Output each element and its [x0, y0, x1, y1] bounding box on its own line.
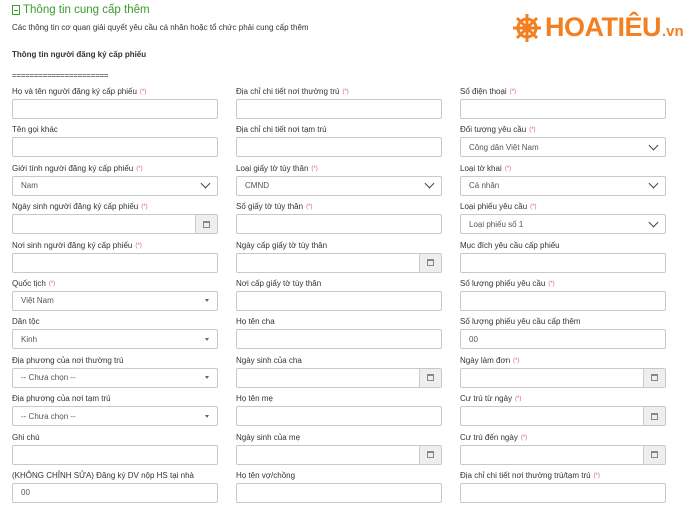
calendar-button[interactable] [419, 254, 441, 272]
field-label [460, 241, 666, 253]
field-label-text: Nơi cấp giấy tờ tùy thân [236, 278, 322, 288]
text-input[interactable] [236, 329, 442, 349]
field-value: Kinh [21, 334, 38, 344]
section-title [12, 4, 150, 16]
field-label-text: Cư trú đến ngày [460, 432, 518, 442]
field-label-text: Đối tượng yêu cầu [460, 125, 527, 135]
field-label-text: Số giấy tờ tùy thân [236, 202, 304, 212]
field-label-text: Nơi sinh người đăng ký cấp phiếu [12, 240, 133, 250]
required-mark: (*) [513, 357, 520, 364]
select-dropdown[interactable] [12, 176, 218, 196]
field-label-text: Ngày cấp giấy tờ tùy thân [236, 240, 328, 250]
field-label [236, 356, 442, 368]
field-label-text: Họ và tên người đăng ký cấp phiếu [12, 87, 137, 96]
calendar-icon [427, 374, 434, 381]
field-label-text: Dân tộc [12, 317, 40, 327]
separator-text: ====================== [12, 71, 109, 80]
field-label-text: Tên gọi khác [12, 125, 58, 135]
date-input[interactable] [460, 368, 666, 388]
field-value: Công dân Việt Nam [469, 142, 539, 152]
field-label [236, 241, 442, 253]
text-input[interactable] [460, 253, 666, 273]
text-input[interactable] [236, 99, 442, 119]
form-field [460, 471, 666, 509]
required-mark: (*) [135, 242, 142, 249]
field-label [460, 279, 666, 291]
field-label [12, 164, 218, 176]
required-mark: (*) [342, 89, 349, 95]
date-input[interactable] [236, 368, 442, 388]
field-label-text: Địa phương của nơi thường trú [12, 355, 124, 365]
form-field [236, 202, 442, 240]
date-input[interactable] [236, 445, 442, 465]
select-dropdown[interactable] [12, 329, 218, 349]
field-label-text: Loại tờ khai [460, 163, 502, 173]
form-field [236, 241, 442, 279]
form-field [236, 87, 442, 125]
select-dropdown[interactable] [460, 176, 666, 196]
logo-text: HOATIÊU [545, 12, 661, 42]
field-label [236, 164, 442, 176]
required-mark: (*) [136, 165, 143, 172]
field-label [460, 471, 666, 483]
date-input[interactable] [460, 445, 666, 465]
field-label [12, 433, 218, 445]
chevron-down-icon [425, 179, 435, 189]
form-field [236, 164, 442, 202]
calendar-button[interactable] [643, 369, 665, 387]
required-mark: (*) [530, 204, 537, 211]
required-mark: (*) [529, 127, 536, 134]
field-label [460, 202, 666, 214]
calendar-icon [427, 259, 434, 266]
text-input[interactable] [12, 445, 218, 465]
field-label-text: Ngày sinh của cha [236, 355, 302, 365]
form-field [12, 125, 218, 163]
required-mark: (*) [520, 434, 528, 441]
field-label [12, 471, 218, 483]
form-field [12, 471, 218, 509]
field-value: -- Chưa chọn -- [21, 411, 76, 421]
form-field [236, 356, 442, 394]
calendar-button[interactable] [643, 407, 665, 425]
field-label-text: Ngày sinh của mẹ [236, 432, 301, 442]
text-input[interactable] [12, 137, 218, 157]
field-label [460, 356, 666, 368]
field-label [236, 279, 442, 291]
text-input[interactable] [236, 137, 442, 157]
required-mark: (*) [509, 89, 517, 95]
field-label [236, 471, 442, 483]
form-field [236, 279, 442, 317]
field-label [460, 394, 666, 406]
text-input[interactable] [12, 483, 218, 503]
field-label [12, 202, 218, 214]
field-label-text: Ghi chú [12, 432, 40, 442]
field-label [236, 317, 442, 329]
form-field [236, 471, 442, 509]
field-label-text: (KHÔNG CHỈNH SỬA) Đăng ký DV nộp HS tại nhà [12, 470, 194, 480]
required-mark: (*) [548, 280, 555, 287]
field-label [460, 317, 666, 329]
form-field [460, 164, 666, 202]
field-label-text: Cư trú từ ngày [460, 394, 513, 404]
form-field [460, 394, 666, 432]
field-label [236, 394, 442, 406]
field-label-text: Họ tên vợ/chồng [236, 470, 296, 480]
form-field [12, 202, 218, 240]
field-label [460, 164, 666, 176]
text-input[interactable] [12, 253, 218, 273]
field-label [236, 433, 442, 445]
field-value: Việt Nam [21, 296, 54, 306]
field-label-text: Địa chỉ chi tiết nơi thường trú/tạm trú [460, 470, 591, 480]
field-value: 00 [21, 488, 30, 498]
field-value: Loại phiếu số 1 [469, 219, 524, 229]
chevron-down-icon [201, 179, 211, 189]
field-label-text: Số điện thoại [460, 87, 507, 96]
required-mark: (*) [139, 89, 147, 95]
field-value: Nam [21, 181, 38, 191]
field-label-text: Loại giấy tờ tùy thân [236, 163, 309, 173]
required-mark: (*) [515, 396, 522, 403]
field-label [12, 125, 218, 137]
text-input[interactable] [460, 291, 666, 311]
field-label-text: Số lượng phiếu yêu cầu [460, 278, 546, 288]
form-field [236, 125, 442, 163]
form-field [460, 317, 666, 355]
form-field [236, 433, 442, 471]
caret-down-icon [205, 415, 209, 418]
field-label-text: Địa phương của nơi tạm trú [12, 394, 111, 404]
form-field [460, 202, 666, 240]
form-field [460, 356, 666, 394]
field-label-text: Họ tên mẹ [236, 394, 273, 404]
field-label-text: Quốc tịch [12, 278, 46, 288]
date-input[interactable] [12, 214, 218, 234]
field-label [460, 433, 666, 445]
field-label-text: Địa chỉ chi tiết nơi thường trú [236, 87, 340, 96]
field-label [12, 317, 218, 329]
field-label-text: Số lượng phiếu yêu cầu cấp thêm [460, 317, 581, 327]
form-field [12, 317, 218, 355]
logo-suffix: .vn [662, 23, 684, 40]
text-input[interactable] [12, 99, 218, 119]
calendar-button[interactable] [195, 215, 217, 233]
subsection-heading: Thông tin người đăng ký cấp phiếu [12, 50, 147, 59]
text-input[interactable] [460, 483, 666, 503]
field-label-text: Họ tên cha [236, 317, 275, 327]
calendar-icon [651, 374, 658, 381]
select-dropdown[interactable] [12, 291, 218, 311]
field-label [460, 87, 666, 99]
field-label-text: Loại phiếu yêu cầu [460, 202, 528, 212]
required-mark: (*) [306, 204, 313, 211]
form-field [12, 394, 218, 432]
required-mark: (*) [141, 204, 148, 211]
ship-wheel-icon [512, 13, 542, 43]
chevron-down-icon [649, 217, 659, 227]
text-input[interactable] [236, 214, 442, 234]
field-value: -- Chưa chọn -- [21, 373, 76, 383]
form-field [12, 433, 218, 471]
text-input[interactable] [236, 483, 442, 503]
field-label-text: Địa chỉ chi tiết nơi tạm trú [236, 125, 327, 135]
calendar-icon [203, 221, 210, 228]
select-dropdown[interactable] [12, 406, 218, 426]
field-label [12, 241, 218, 253]
caret-down-icon [205, 299, 209, 302]
date-input[interactable] [460, 406, 666, 426]
field-label [460, 125, 666, 137]
field-label [12, 356, 218, 368]
calendar-icon [427, 451, 434, 458]
caret-down-icon [205, 376, 209, 379]
field-label-text: Ngày làm đơn [460, 355, 511, 365]
field-label [236, 87, 442, 99]
field-label [12, 279, 218, 291]
form-grid [12, 87, 666, 509]
field-label [236, 202, 442, 214]
field-label-text: Ngày sinh người đăng ký cấp phiếu [12, 202, 139, 212]
form-field [460, 125, 666, 163]
caret-down-icon [205, 338, 209, 341]
field-label [236, 125, 442, 137]
select-dropdown[interactable] [460, 137, 666, 157]
text-input[interactable] [460, 329, 666, 349]
field-label [12, 394, 218, 406]
form-field [12, 87, 218, 125]
field-value: CMND [245, 181, 269, 191]
field-label-text: Mục đích yêu cầu cấp phiếu [460, 240, 560, 250]
section-title-text: Thông tin cung cấp thêm [23, 4, 150, 16]
text-input[interactable] [460, 99, 666, 119]
select-dropdown[interactable] [236, 176, 442, 196]
calendar-button[interactable] [419, 369, 441, 387]
form-field [12, 279, 218, 317]
form-field [460, 433, 666, 471]
field-value: 00 [469, 334, 478, 344]
form-field [236, 394, 442, 432]
calendar-button[interactable] [643, 446, 665, 464]
calendar-button[interactable] [419, 446, 441, 464]
field-value: Cá nhân [469, 181, 500, 191]
section-description: Các thông tin cơ quan giải quyết yêu cầu cá nhân hoặc tổ chức phải cung cấp thêm [12, 23, 309, 32]
form-field [236, 317, 442, 355]
text-input[interactable] [236, 291, 442, 311]
field-label-text: Giới tính người đăng ký cấp phiếu [12, 163, 134, 173]
select-dropdown[interactable] [12, 368, 218, 388]
date-input[interactable] [236, 253, 442, 273]
hoatieu-logo [512, 12, 684, 43]
form-field [12, 164, 218, 202]
required-mark: (*) [593, 472, 600, 479]
required-mark: (*) [311, 165, 318, 172]
text-input[interactable] [236, 406, 442, 426]
field-label [12, 87, 218, 99]
chevron-down-icon [649, 140, 659, 150]
form-field [12, 356, 218, 394]
calendar-icon [651, 451, 658, 458]
select-dropdown[interactable] [460, 214, 666, 234]
required-mark: (*) [48, 280, 56, 287]
form-field [460, 241, 666, 279]
form-field [460, 87, 666, 125]
form-field [12, 241, 218, 279]
document-icon [12, 5, 20, 15]
calendar-icon [651, 413, 658, 420]
form-field [460, 279, 666, 317]
required-mark: (*) [504, 165, 512, 172]
chevron-down-icon [649, 179, 659, 189]
